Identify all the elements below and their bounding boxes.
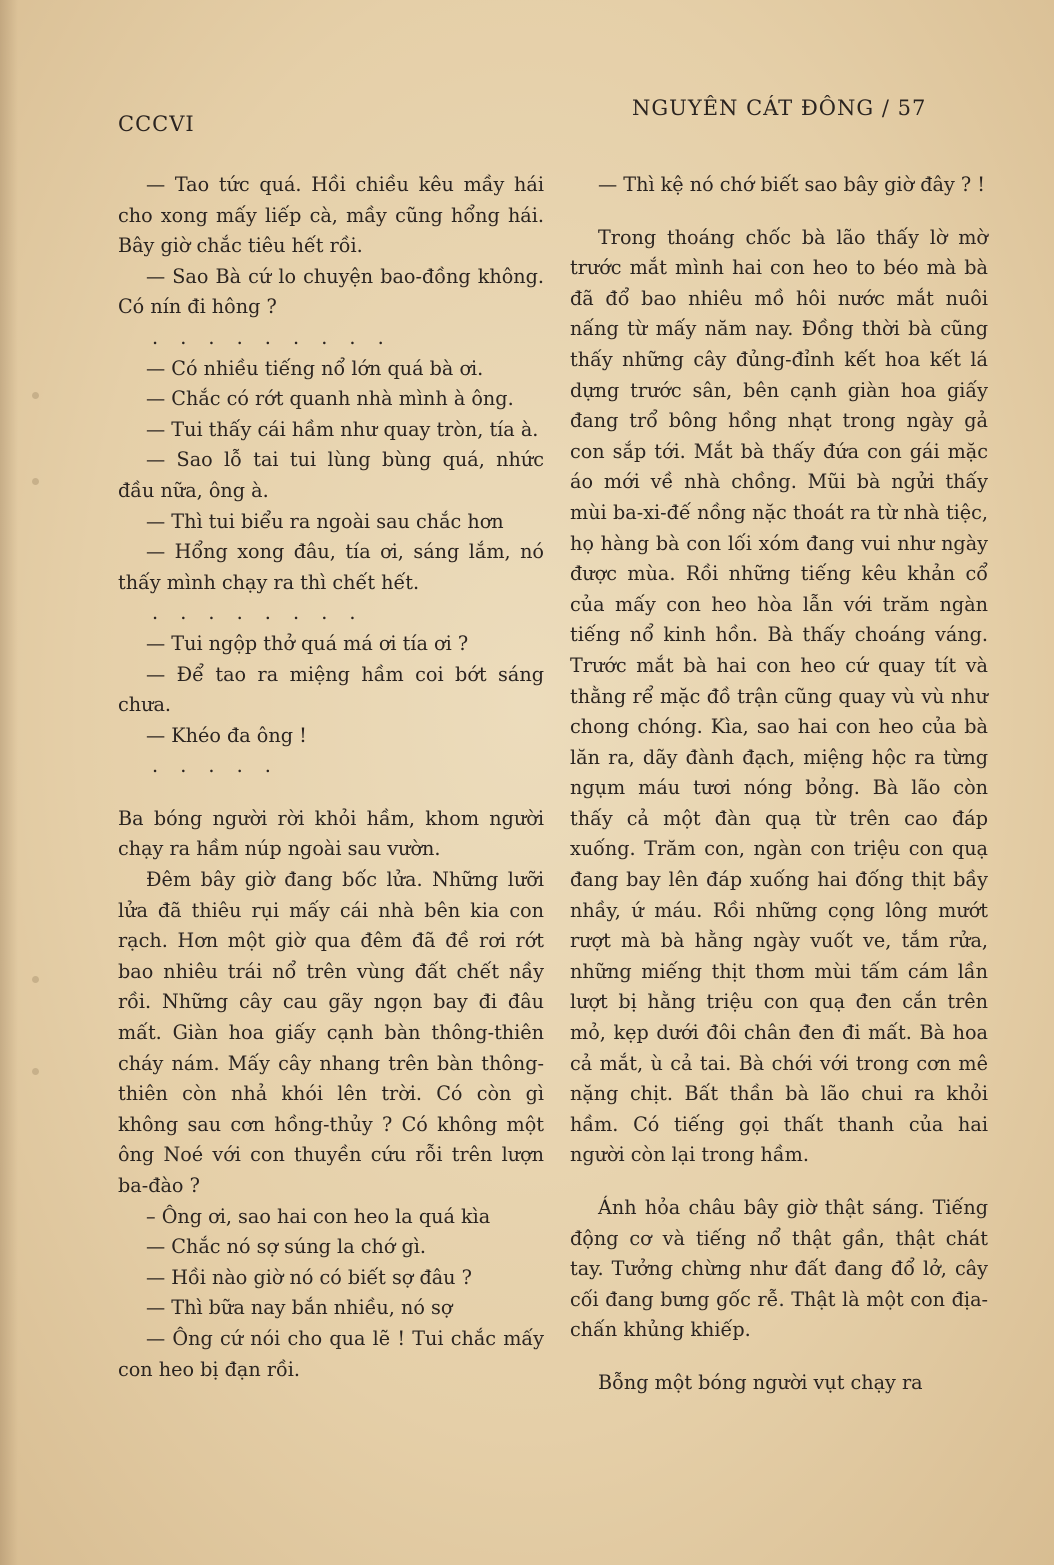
ellipsis-divider: . . . . . . . . .	[152, 325, 392, 349]
running-head-left: CCCVI	[118, 112, 195, 136]
narrative-paragraph: Ba bóng người rời khỏi hầm, khom người chạy ra hầm núp ngoài sau vườn.	[118, 806, 544, 861]
dialogue-line: — Thì tui biểu ra ngoài sau chắc hơn	[146, 509, 504, 533]
dialogue-line: — Có nhiều tiếng nổ lớn quá bà ơi.	[146, 356, 484, 380]
narrative-paragraph: Bỗng một bóng người vụt chạy ra	[598, 1370, 923, 1394]
left-column	[118, 170, 544, 1385]
narrative-paragraph: Đêm bây giờ đang bốc lửa. Những lưỡi lửa đã thiêu rụi mấy cái nhà bên kia con rạch. Hơn một giờ qua đêm đã đề rơi rớt bao nhiêu trái nổ trên vùng đất chết nầy rồi. Những cây cau gãy ngọn bay đi đâu mất. Giàn hoa giấy cạnh bàn thông-thiên cháy nám. Mấy cây nhang trên bàn thông-thiên còn nhả khói lên trời. Có còn gì không sau cơn hồng-thủy ? Có không một ông Noé với con thuyền cứu rỗi trên lượn ba-đào ?	[118, 868, 544, 1197]
dialogue-line: — Ông cứ nói cho qua lẽ ! Tui chắc mấy con heo bị đạn rồi.	[118, 1326, 544, 1381]
narrative-paragraph: Trong thoáng chốc bà lão thấy lờ mờ trước mắt mình hai con heo to béo mà bà đã đổ bao nhiêu mồ hôi nước mắt nuôi nấng từ mấy năm nay. Đồng thời bà cũng thấy những cây đủng-đỉnh kết hoa kết lá dựng trước sân, bên cạnh giàn hoa giấy đang trổ bông hồng nhạt trong ngày gả con sắp tới. Mắt bà thấy đứa con gái mặc áo mới về nhà chồng. Mũi bà ngửi thấy mùi ba-xi-đế nồng nặc thoát ra từ nhà tiệc, họ hàng bà con lối xóm đang vui như ngày được mùa. Rồi những tiếng kêu khản cổ của mấy con heo hòa lẫn với trăm ngàn tiếng nổ kinh hồn. Bà thấy choáng váng. Trước mắt bà hai con heo cứ quay tít và thằng rể mặc đồ trận cũng quay vù vù như chong chóng. Kìa, sao hai con heo của bà lăn ra, dãy đành đạch, miệng hộc ra từng ngụm máu tươi nóng bỏng. Bà lão còn thấy cả một đàn quạ từ trên cao đáp xuống. Trăm con, ngàn con triệu con quạ đang bay lên đáp xuống hai đống thịt bầy nhầy, ứ máu. Rồi những cọng lông mướt rượt mà bà hằng ngày vuốt ve, tắm rửa, những miếng thịt thơm mùi tấm cám lần lượt bị hằng triệu con quạ đen cắn trên mỏ, kẹp dưới đôi chân đen đi mất. Bà hoa cả mắt, ù cả tai. Bà chới với trong cơn mê nặng chịt. Bất thần bà lão chui ra khỏi hầm. Có tiếng gọi thất thanh của hai người còn lại trong hầm.	[570, 225, 988, 1167]
dialogue-line: — Hồi nào giờ nó có biết sợ đâu ?	[146, 1265, 472, 1289]
narrative-paragraph: Ánh hỏa châu bây giờ thật sáng. Tiếng động cơ và tiếng nổ thật gần, thật chát tay. Tưởng chừng như đất đang đổ lở, cây cối đang bưng gốc rễ. Thật là một con địa-chấn khủng khiếp.	[570, 1196, 988, 1342]
dialogue-line: — Sao Bà cứ lo chuyện bao-đồng không. Có nín đi hông ?	[118, 264, 544, 319]
dialogue-line: — Sao lỗ tai tui lùng bùng quá, nhức đầu nữa, ông à.	[118, 448, 544, 502]
running-head-right: NGUYÊN CÁT ĐÔNG / 57	[632, 96, 927, 120]
dialogue-line: — Để tao ra miệng hầm coi bớt sáng chưa.	[118, 662, 544, 717]
dialogue-line: — Tui thấy cái hầm như quay tròn, tía à.	[146, 417, 539, 441]
page-edge-shadow	[0, 0, 18, 1565]
binding-hole	[32, 392, 39, 399]
dialogue-line: — Chắc nó sợ súng la chớ gì.	[146, 1235, 427, 1259]
dialogue-line: – Ông ơi, sao hai con heo la quá kìa	[146, 1204, 491, 1228]
ellipsis-divider: . . . . . . . .	[152, 601, 364, 625]
right-column	[570, 170, 988, 1399]
dialogue-line: — Hổng xong đâu, tía ơi, sáng lắm, nó thấy mình chạy ra thì chết hết.	[118, 540, 544, 594]
binding-hole	[32, 976, 39, 983]
dialogue-line: — Tui ngộp thở quá má ơi tía ơi ?	[146, 631, 469, 655]
dialogue-line: — Tao tức quá. Hồi chiều kêu mầy hái cho xong mấy liếp cà, mầy cũng hổng hái. Bây giờ chắc tiêu hết rồi.	[118, 173, 544, 258]
dialogue-line: — Thì kệ nó chớ biết sao bây giờ đây ? !	[598, 173, 985, 196]
ellipsis-divider: . . . . .	[152, 754, 279, 778]
binding-hole	[32, 1068, 39, 1075]
dialogue-line: — Chắc có rớt quanh nhà mình à ông.	[146, 387, 514, 411]
dialogue-line: — Khéo đa ông !	[146, 723, 307, 747]
dialogue-line: — Thì bữa nay bắn nhiều, nó sợ	[146, 1296, 453, 1320]
binding-hole	[32, 478, 39, 485]
